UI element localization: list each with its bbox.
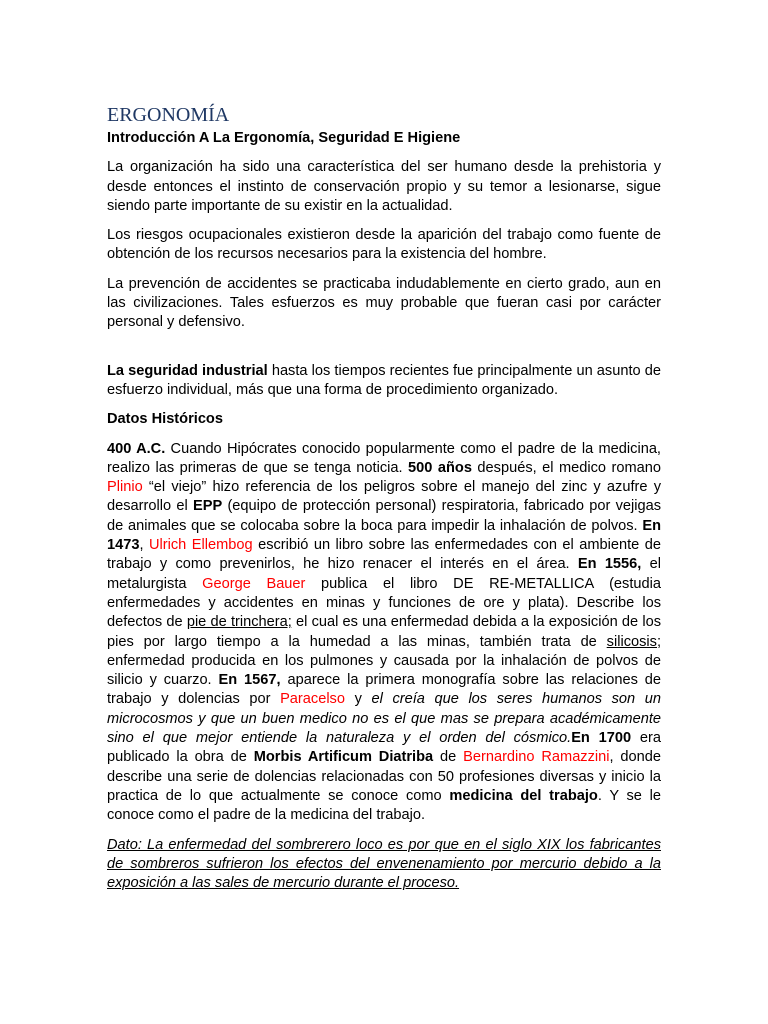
history-work-morbis-artificum: Morbis Artificum Diatriba: [253, 749, 434, 766]
history-text: el cual es una enfermedad debida a la exposición de los pies por largo tiempo a la humedad a las minas, también trata de: [107, 614, 662, 650]
history-quote-paracelso: el creía que los seres humanos son un microcosmos y que un buen medico no es el que mas se prepara académicamente sino el que mejor entiende la naturaleza y el orden del cósmico.: [107, 691, 661, 747]
history-text: el metalurgista: [107, 556, 661, 592]
history-date-1556: En 1556,: [577, 556, 642, 573]
paragraph-organizacion: La organización ha sido una característica del ser humano desde la prehistoria y desde entonces el instinto de conservación propio y su temor a lesionarse, sigue siendo parte importante de su existir en la actualidad.: [107, 159, 661, 214]
history-date-1567: En 1567,: [218, 672, 281, 689]
history-term-epp: EPP: [192, 498, 223, 515]
history-person-plinio: Plinio: [107, 479, 143, 496]
history-date-1473: En 1473: [107, 517, 661, 554]
history-text: enfermedad producida en los pulmones y causada por la inhalación de polvos de silicio y cuarzo.: [107, 652, 661, 689]
history-text: Cuando Hipócrates conocido popularmente como el padre de la medicina, realizo las primeras de que se tenga noticia.: [107, 440, 661, 476]
history-text: y: [344, 691, 372, 708]
document-title: ERGONOMÍA: [107, 104, 230, 126]
history-term-pie-de-trinchera: pie de trinchera;: [186, 614, 292, 631]
history-term-medicina-del-trabajo: medicina del trabajo: [449, 787, 598, 804]
history-text: (equipo de protección personal) respiratoria, fabricado por vejigas de animales que se colocaba sobre la boca para impedir la inhalación de polvos.: [107, 498, 661, 534]
paragraph-historia: [107, 440, 661, 826]
history-person-ellembog: Ulrich Ellembog: [149, 537, 253, 554]
history-date-500-anos: 500 años: [408, 459, 472, 476]
section-heading-datos-historicos: Datos Históricos: [107, 411, 223, 428]
history-text: ,: [139, 537, 149, 554]
history-text: después, el medico romano: [471, 459, 662, 476]
paragraph-prevencion: La prevención de accidentes se practicaba indudablemente en cierto grado, aun en las civilizaciones. Tales esfuerzos es muy probable que fueran casi por carácter personal y defensivo.: [107, 275, 661, 331]
history-person-bauer: George Bauer: [202, 575, 306, 592]
history-person-paracelso: Paracelso: [280, 691, 345, 708]
history-term-silicosis: silicosis;: [606, 633, 661, 650]
document-subtitle: Introducción A La Ergonomía, Seguridad E Higiene: [107, 130, 461, 146]
paragraph-seguridad-industrial: [107, 362, 661, 401]
history-date-1700: En 1700: [571, 730, 632, 747]
paragraph-riesgos: Los riesgos ocupacionales existieron desde la aparición del trabajo como fuente de obtención de los recursos necesarios para la existencia del hombre.: [107, 227, 661, 263]
history-text: escribió un libro sobre las enfermedades con el ambiente de trabajo y como prevenirlos, he hizo renacer el interés en el área.: [107, 537, 661, 573]
history-text: aparece la primera monografía sobre las relaciones de trabajo y dolencias por: [107, 672, 661, 708]
history-person-ramazzini: Bernardino Ramazzini: [463, 749, 610, 766]
history-text: “el viejo” hizo referencia de los peligros sobre el manejo del zinc y azufre y desarrollo el: [107, 479, 661, 515]
history-text: era publicado la obra de: [107, 730, 661, 766]
history-date-400ac: 400 A.C.: [107, 440, 166, 457]
history-text: , donde describe una serie de dolencias relacionadas con 50 profesiones diversas y inicio la practica de lo que actualmente se conoce como: [107, 749, 662, 804]
history-text: de: [433, 749, 464, 766]
history-text: publica el libro DE RE-METALLICA (estudia enfermedades y accidentes en minas y funciones de ore y plata). Describe los defectos de: [107, 575, 661, 631]
note-dato-sombrerero: Dato: La enfermedad del sombrerero loco es por que en el siglo XIX los fabricantes de sombreros sufrieron los efectos del envenenamiento por mercurio debido a la exposición a las sales de mercurio durante el proceso.: [107, 836, 661, 892]
seguridad-industrial-term: La seguridad industrial: [107, 362, 268, 379]
document-page: [107, 102, 661, 893]
seguridad-industrial-text: hasta los tiempos recientes fue principalmente un asunto de esfuerzo individual, más que una forma de procedimiento organizado.: [107, 362, 661, 398]
history-text: . Y se le conoce como el padre de la medicina del trabajo.: [107, 787, 661, 824]
